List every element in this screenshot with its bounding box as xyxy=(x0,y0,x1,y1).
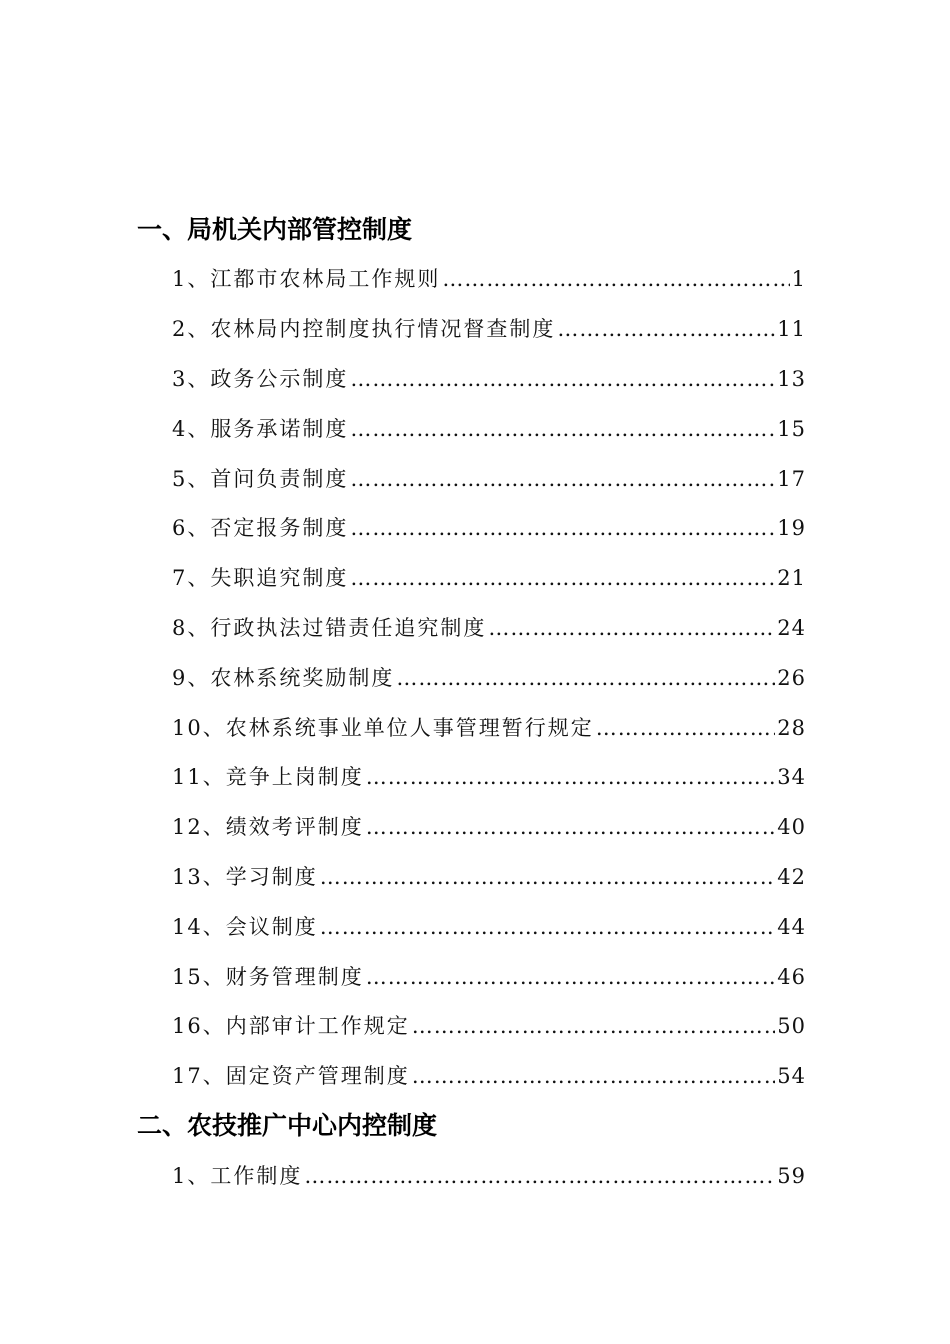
toc-entry-page: 17 xyxy=(777,467,806,491)
dot-leader xyxy=(350,414,775,444)
toc-entry-number: 16、 xyxy=(172,1014,226,1038)
toc-entry[interactable] xyxy=(172,1161,806,1191)
toc-entry-title: 农林系统奖励制度 xyxy=(210,666,395,690)
toc-entry[interactable] xyxy=(172,1061,806,1091)
toc-entry-title: 服务承诺制度 xyxy=(210,417,349,441)
dot-leader xyxy=(320,862,776,892)
dot-leader xyxy=(557,314,775,344)
toc-entry[interactable] xyxy=(172,1011,806,1041)
toc-entry[interactable] xyxy=(172,264,806,294)
dot-leader xyxy=(596,713,776,743)
toc-entry-page: 28 xyxy=(777,716,806,740)
toc-entry-title: 工作制度 xyxy=(210,1164,303,1188)
toc-entry-number: 7、 xyxy=(172,566,211,590)
toc-entry[interactable] xyxy=(172,314,806,344)
toc-entry-title: 行政执法过错责任追究制度 xyxy=(210,616,487,640)
toc-entry[interactable] xyxy=(172,464,806,494)
dot-leader xyxy=(412,1061,776,1091)
section-heading-2: 二、农技推广中心内控制度 xyxy=(137,1111,438,1140)
toc-entry-title: 农林系统事业单位人事管理暂行规定 xyxy=(225,716,594,740)
toc-entry-title: 江都市农林局工作规则 xyxy=(210,267,441,291)
toc-entry-page: 1 xyxy=(791,267,806,291)
dot-leader xyxy=(396,663,775,693)
toc-entry-page: 42 xyxy=(777,865,806,889)
toc-entry-page: 26 xyxy=(777,666,806,690)
toc-entry-number: 13、 xyxy=(172,865,226,889)
toc-entry[interactable] xyxy=(172,812,806,842)
toc-entry-title: 内部审计工作规定 xyxy=(225,1014,410,1038)
toc-entry[interactable] xyxy=(172,663,806,693)
toc-entry-number: 2、 xyxy=(172,317,211,341)
toc-entry-number: 5、 xyxy=(172,467,211,491)
toc-entry[interactable] xyxy=(172,414,806,444)
dot-leader xyxy=(350,364,775,394)
toc-entry-number: 1、 xyxy=(172,1164,211,1188)
toc-entry-number: 15、 xyxy=(172,965,226,989)
toc-entry-page: 24 xyxy=(777,616,806,640)
toc-entry[interactable] xyxy=(172,962,806,992)
toc-entry[interactable] xyxy=(172,762,806,792)
toc-entry[interactable] xyxy=(172,912,806,942)
toc-entry-number: 1、 xyxy=(172,267,211,291)
toc-entry-page: 19 xyxy=(777,516,806,540)
toc-entry-title: 学习制度 xyxy=(225,865,318,889)
toc-entry-number: 10、 xyxy=(172,716,226,740)
toc-entry[interactable] xyxy=(172,513,806,543)
toc-entry-number: 17、 xyxy=(172,1064,226,1088)
toc-entry-page: 11 xyxy=(777,317,806,341)
section-heading-1: 一、局机关内部管控制度 xyxy=(137,215,413,244)
toc-entry-title: 竞争上岗制度 xyxy=(225,765,364,789)
toc-entry-title: 否定报务制度 xyxy=(210,516,349,540)
toc-entry-number: 11、 xyxy=(172,765,226,789)
toc-entry-title: 政务公示制度 xyxy=(210,367,349,391)
toc-entry-number: 6、 xyxy=(172,516,211,540)
toc-entry-page: 46 xyxy=(777,965,806,989)
dot-leader xyxy=(366,962,776,992)
toc-entry-title: 农林局内控制度执行情况督查制度 xyxy=(210,317,556,341)
toc-entry-page: 34 xyxy=(777,765,806,789)
toc-entry-number: 9、 xyxy=(172,666,211,690)
dot-leader xyxy=(304,1161,775,1191)
toc-entry-title: 会议制度 xyxy=(225,915,318,939)
dot-leader xyxy=(350,513,775,543)
toc-entry-page: 15 xyxy=(777,417,806,441)
toc-entry-page: 54 xyxy=(777,1064,806,1088)
dot-leader xyxy=(350,563,775,593)
toc-entry-number: 3、 xyxy=(172,367,211,391)
dot-leader xyxy=(320,912,776,942)
dot-leader xyxy=(442,264,789,294)
dot-leader xyxy=(366,762,776,792)
toc-entry-number: 8、 xyxy=(172,616,211,640)
toc-entry-title: 财务管理制度 xyxy=(225,965,364,989)
toc-entry-title: 绩效考评制度 xyxy=(225,815,364,839)
toc-entry-page: 13 xyxy=(777,367,806,391)
toc-entry-title: 失职追究制度 xyxy=(210,566,349,590)
toc-entry-page: 40 xyxy=(777,815,806,839)
dot-leader xyxy=(488,613,775,643)
toc-entry-page: 59 xyxy=(777,1164,806,1188)
toc-entry-page: 21 xyxy=(777,566,806,590)
dot-leader xyxy=(366,812,776,842)
toc-entry[interactable] xyxy=(172,862,806,892)
dot-leader xyxy=(412,1011,776,1041)
toc-entry[interactable] xyxy=(172,713,806,743)
toc-entry-number: 4、 xyxy=(172,417,211,441)
toc-entry-title: 首问负责制度 xyxy=(210,467,349,491)
dot-leader xyxy=(350,464,775,494)
toc-entry-number: 12、 xyxy=(172,815,226,839)
toc-entry-title: 固定资产管理制度 xyxy=(225,1064,410,1088)
toc-entry[interactable] xyxy=(172,613,806,643)
toc-entry[interactable] xyxy=(172,364,806,394)
toc-entry-number: 14、 xyxy=(172,915,226,939)
toc-entry-page: 50 xyxy=(777,1014,806,1038)
toc-entry[interactable] xyxy=(172,563,806,593)
toc-entry-page: 44 xyxy=(777,915,806,939)
